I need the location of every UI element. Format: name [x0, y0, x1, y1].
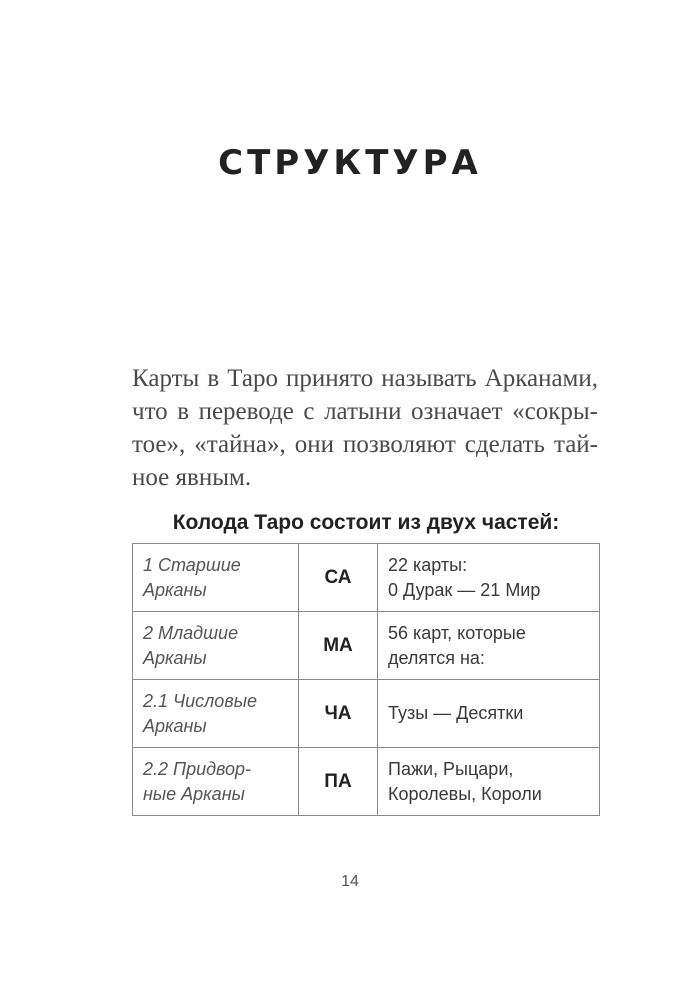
page-number: 14 — [341, 873, 359, 890]
arcana-name-cell — [133, 544, 299, 612]
arcana-name-line: ные Арканы — [143, 783, 245, 804]
intro-line: Карты в Таро принято называть Арканами, — [132, 365, 598, 392]
arcana-desc-cell — [378, 748, 600, 816]
arcana-desc-cell — [378, 612, 600, 680]
arcana-abbr-cell: ЧА — [299, 680, 378, 748]
page-title: СТРУКТУРА — [218, 143, 482, 183]
intro-line: ное явным. — [132, 464, 252, 491]
intro-line: тое», «тайна», они позволяют сделать тай- — [132, 431, 598, 458]
arcana-desc-line: делятся на: — [388, 647, 485, 668]
intro-line: что в переводе с латыни означает «сокры- — [132, 398, 598, 425]
arcana-desc-cell — [378, 680, 600, 748]
arcana-name-line: 2.1 Числовые — [143, 690, 257, 711]
arcana-desc-line: 0 Дурак — 21 Мир — [388, 579, 541, 600]
table-row — [133, 612, 600, 680]
arcana-abbr-cell: СА — [299, 544, 378, 612]
arcana-desc-line: Тузы — Десятки — [388, 703, 524, 723]
table-row — [133, 748, 600, 816]
arcana-name-line: Арканы — [143, 715, 207, 736]
table-row — [133, 544, 600, 612]
arcana-abbr-cell: МА — [299, 612, 378, 680]
table-row — [133, 680, 600, 748]
arcana-name-line: 2 Младшие — [143, 622, 239, 643]
arcana-desc-line: 22 карты: — [388, 554, 468, 575]
arcana-abbr-cell: ПА — [299, 748, 378, 816]
arcana-desc-line: Пажи, Рыцари, — [388, 758, 514, 779]
arcana-structure-table — [132, 543, 600, 816]
arcana-name-cell — [133, 748, 299, 816]
arcana-desc-cell — [378, 544, 600, 612]
arcana-name-line: 1 Старшие — [143, 554, 241, 575]
table-caption: Колода Таро состоит из двух частей: — [172, 511, 560, 534]
arcana-name-cell — [133, 680, 299, 748]
arcana-name-line: Арканы — [143, 647, 207, 668]
arcana-name-line: 2.2 Придвор- — [143, 758, 252, 779]
intro-paragraph — [132, 362, 598, 494]
arcana-name-cell — [133, 612, 299, 680]
arcana-name-line: Арканы — [143, 579, 207, 600]
arcana-desc-line: 56 карт, которые — [388, 622, 526, 643]
arcana-desc-line: Королевы, Короли — [388, 783, 542, 804]
